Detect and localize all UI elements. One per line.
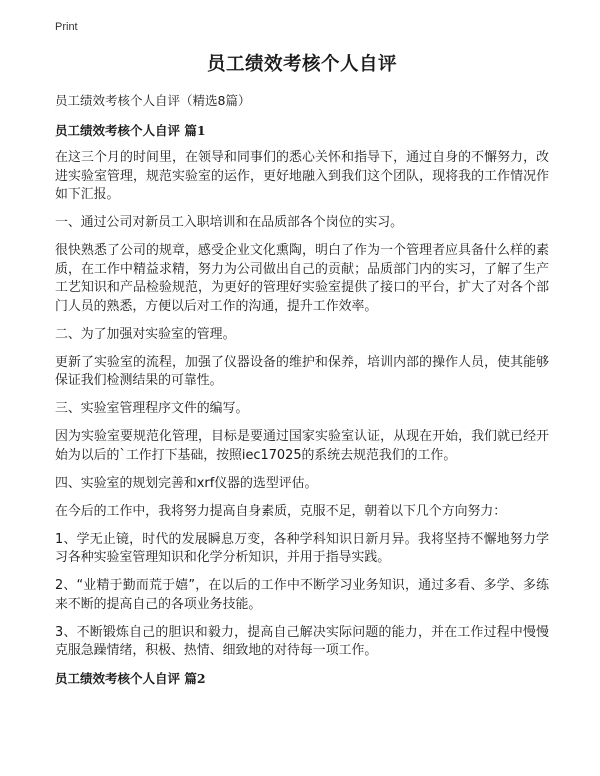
document-title: 员工绩效考核个人自评 — [206, 54, 397, 75]
section-heading-1: 员工绩效考核个人自评 篇1 — [55, 123, 206, 138]
document-subtitle: 员工绩效考核个人自评（精选8篇） — [55, 93, 251, 108]
document-body — [55, 52, 549, 697]
paragraph-goal-2: 2、“业精于勤而荒于嬉”，在以后的工作中不断学习业务知识，通过多看、多学、多练来不断的提高自己的各项业务技能。 — [55, 578, 549, 612]
paragraph-detail-1: 很快熟悉了公司的规章，感受企业文化熏陶，明白了作为一个管理者应具备什么样的素质，在工作中精益求精，努力为公司做出自己的贡献；品质部门内的实习，了解了生产工艺知识和产品检验规范，为更好的管理好实验室提供了接口的平台，扩大了对各个部门人员的熟悉，方便以后对工作的沟通，提升工作效率。 — [55, 243, 549, 314]
paragraph-point-2: 二、为了加强对实验室的管理。 — [55, 326, 236, 342]
paragraph-goal-3: 3、不断锻炼自己的胆识和毅力，提高自己解决实际问题的能力，并在工作过程中慢慢克服急躁情绪，积极、热情、细致地的对待每一项工作。 — [55, 624, 549, 658]
paragraph-detail-2: 更新了实验室的流程，加强了仪器设备的维护和保养，培训内部的操作人员，使其能够保证我们检测结果的可靠性。 — [55, 354, 549, 388]
paragraph-point-1: 一、通过公司对新员工入职培训和在品质部各个岗位的实习。 — [55, 215, 404, 230]
paragraph-goal-1: 1、学无止镜，时代的发展瞬息万变，各种学科知识日新月异。我将坚持不懈地努力学习各种实验室管理知识和化学分析知识，并用于指导实践。 — [55, 531, 549, 565]
paragraph-future-intro: 在今后的工作中，我将努力提高自身素质，克服不足，朝着以下几个方向努力： — [55, 503, 507, 519]
paragraph-detail-3: 因为实验室要规范化管理，目标是要通过国家实验室认证，从现在开始，我们就已经开始为以后的`工作打下基础，按照iec17025的系统去规范我们的工作。 — [55, 429, 549, 463]
paragraph-point-3: 三、实验室管理程序文件的编写。 — [55, 401, 249, 416]
paragraph-intro: 在这三个月的时间里，在领导和同事们的悉心关怀和指导下，通过自身的不懈努力，改进实验室管理，规范实验室的运作，更好地融入到我们这个团队，现将我的工作情况作如下汇报。 — [55, 150, 549, 202]
paragraph-point-4: 四、实验室的规划完善和xrf仪器的选型评估。 — [55, 475, 318, 491]
section-heading-2: 员工绩效考核个人自评 篇2 — [55, 671, 206, 686]
print-label[interactable]: Print — [55, 21, 78, 33]
